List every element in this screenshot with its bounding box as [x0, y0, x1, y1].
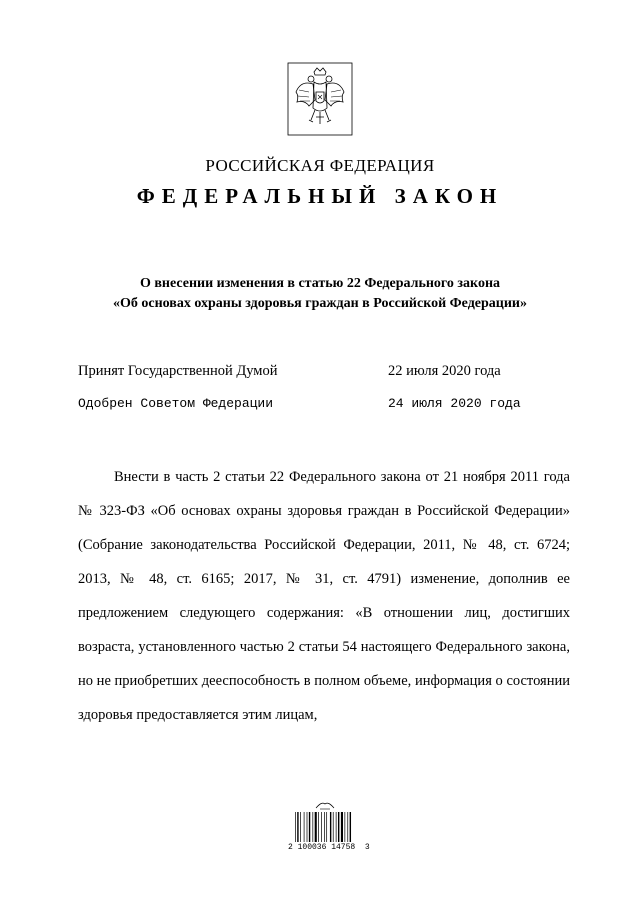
council-approval-label: Одобрен Советом Федерации [78, 396, 274, 411]
duma-adoption-label: Принят Государственной Думой [78, 363, 278, 379]
duma-adoption-date: 22 июля 2020 года [388, 363, 501, 379]
country-heading: РОССИЙСКАЯ ФЕДЕРАЦИЯ [205, 156, 435, 175]
law-title [0, 274, 640, 314]
stamp-mark-icon [314, 800, 336, 810]
body-paragraph: Внести в часть 2 статьи 22 Федерального закона от 21 ноября 2011 года № 323-ФЗ «Об основах охраны здоровья граждан в Российской Федерации» (Собрание законодательства Российской Федерации, 2011, № 48, ст. 6724; 2013, № 48, ст. 6165; 2017, № 31, ст. 4791) изменение, дополнив ее предложением следующего содержания: «В отношении лиц, достигших возраста, установленного частью 2 статьи 54 настоящего Федерального закона, но не приобретших дееспособность в полном объеме, информация о состоянии здоровья предоставляется этим лицам, [78, 469, 570, 723]
law-title-line1: О внесении изменения в статью 22 Федерального закона [139, 276, 501, 291]
barcode-number: 2 100036 14758 3 [288, 843, 370, 852]
barcode-icon [291, 812, 359, 842]
law-body [78, 460, 570, 732]
law-title-line2: «Об основах охраны здоровья граждан в Российской Федерации» [112, 296, 527, 311]
law-type-heading: ФЕДЕРАЛЬНЫЙ ЗАКОН [136, 184, 504, 208]
coat-of-arms-icon [287, 62, 353, 136]
council-approval-date: 24 июля 2020 года [388, 396, 521, 411]
